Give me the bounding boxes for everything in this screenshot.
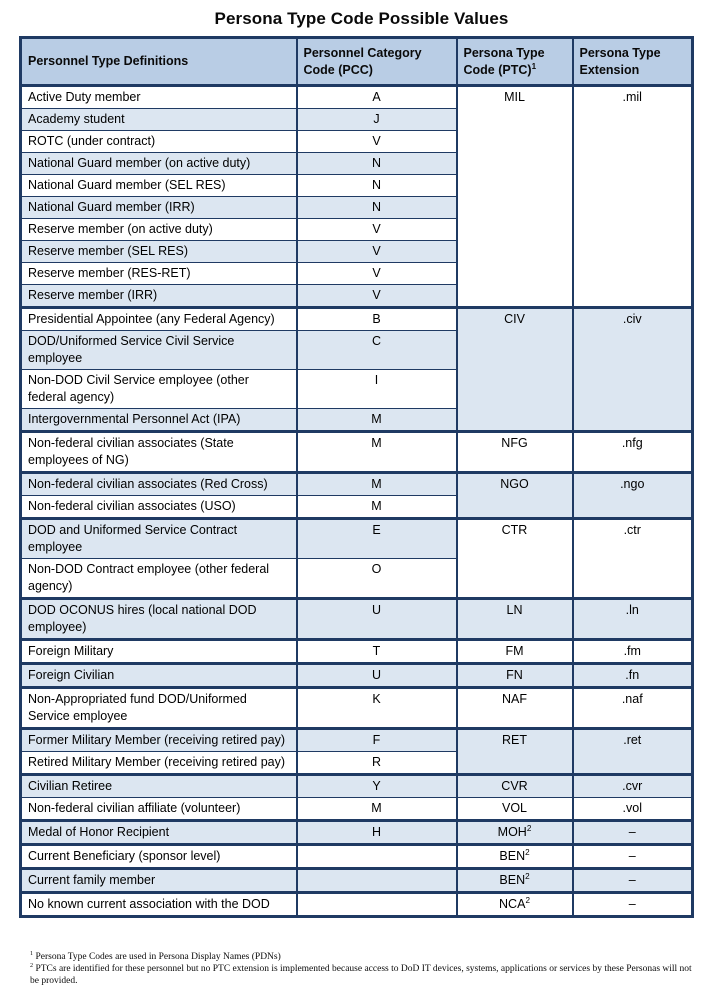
definition-cell: No known current association with the DOD <box>21 893 297 917</box>
ptc-cell: BEN$^2$ <box>457 869 573 893</box>
table-row <box>21 729 693 752</box>
extension-cell: .civ <box>573 308 693 432</box>
extension-cell: .ln <box>573 599 693 640</box>
ptc-cell: NCA$^2$ <box>457 893 573 917</box>
pcc-cell: H <box>297 821 457 845</box>
persona-table-body <box>21 86 693 917</box>
superscript: 2 <box>525 847 530 857</box>
table-row <box>21 86 693 109</box>
ptc-cell: NFG <box>457 432 573 473</box>
col-header-ptc: Persona Type Code (PTC)$^1$ <box>457 38 573 86</box>
ptc-cell: NGO <box>457 473 573 519</box>
definition-cell: Reserve member (on active duty) <box>21 219 297 241</box>
definition-cell: Non-federal civilian associates (Red Cross) <box>21 473 297 496</box>
table-row <box>21 798 693 821</box>
table-row <box>21 640 693 664</box>
extension-cell: .ret <box>573 729 693 775</box>
definition-cell: Non-federal civilian associates (State employees of NG) <box>21 432 297 473</box>
page-title: Persona Type Code Possible Values <box>214 9 509 28</box>
definition-cell: Foreign Civilian <box>21 664 297 688</box>
definition-cell: Retired Military Member (receiving retired pay) <box>21 752 297 775</box>
table-row <box>21 869 693 893</box>
ptc-cell: RET <box>457 729 573 775</box>
pcc-cell: T <box>297 640 457 664</box>
table-row <box>21 519 693 559</box>
pcc-cell: C <box>297 331 457 370</box>
extension-cell: .fn <box>573 664 693 688</box>
definition-cell: Current family member <box>21 869 297 893</box>
table-row <box>21 821 693 845</box>
pcc-cell: V <box>297 131 457 153</box>
pcc-cell <box>297 869 457 893</box>
footnote-2: $^2$ PTCs are identified for these personnel but no PTC extension is implemented because access to DoD IT devices, systems, applications or services by these Personas will not be provided. <box>30 963 692 987</box>
definition-cell: DOD OCONUS hires (local national DOD employee) <box>21 599 297 640</box>
pcc-cell: V <box>297 241 457 263</box>
definition-cell: National Guard member (SEL RES) <box>21 175 297 197</box>
pcc-cell: M <box>297 473 457 496</box>
extension-cell: – <box>573 821 693 845</box>
pcc-cell: M <box>297 496 457 519</box>
ptc-cell: CIV <box>457 308 573 432</box>
definition-cell: Civilian Retiree <box>21 775 297 798</box>
extension-cell: – <box>573 893 693 917</box>
extension-cell: .naf <box>573 688 693 729</box>
pcc-cell: M <box>297 432 457 473</box>
footnote-1: $^1$ Persona Type Codes are used in Persona Display Names (PDNs) <box>30 950 281 962</box>
col-header-definitions: Personnel Type Definitions <box>21 38 297 86</box>
ptc-cell: CVR <box>457 775 573 798</box>
extension-cell: .fm <box>573 640 693 664</box>
ptc-cell: MOH$^2$ <box>457 821 573 845</box>
pcc-cell <box>297 845 457 869</box>
pcc-cell: E <box>297 519 457 559</box>
extension-cell: – <box>573 869 693 893</box>
ptc-cell: FN <box>457 664 573 688</box>
extension-cell: .ctr <box>573 519 693 599</box>
pcc-cell: K <box>297 688 457 729</box>
pcc-cell: I <box>297 370 457 409</box>
superscript: 1 <box>30 950 34 957</box>
extension-cell: .cvr <box>573 775 693 798</box>
superscript: 1 <box>531 61 537 71</box>
definition-cell: Medal of Honor Recipient <box>21 821 297 845</box>
ptc-cell: LN <box>457 599 573 640</box>
extension-cell: .nfg <box>573 432 693 473</box>
extension-cell: .mil <box>573 86 693 308</box>
pcc-cell: M <box>297 798 457 821</box>
pcc-cell: F <box>297 729 457 752</box>
definition-cell: ROTC (under contract) <box>21 131 297 153</box>
definition-cell: Active Duty member <box>21 86 297 109</box>
superscript: 2 <box>525 871 530 881</box>
table-row <box>21 893 693 917</box>
definition-cell: Current Beneficiary (sponsor level) <box>21 845 297 869</box>
definition-cell: Presidential Appointee (any Federal Agency) <box>21 308 297 331</box>
definition-cell: Non-Appropriated fund DOD/Uniformed Service employee <box>21 688 297 729</box>
pcc-cell: U <box>297 599 457 640</box>
pcc-cell: N <box>297 153 457 175</box>
definition-cell: National Guard member (on active duty) <box>21 153 297 175</box>
ptc-cell: NAF <box>457 688 573 729</box>
definition-cell: DOD/Uniformed Service Civil Service employee <box>21 331 297 370</box>
table-row <box>21 664 693 688</box>
ptc-cell: BEN$^2$ <box>457 845 573 869</box>
definition-cell: Former Military Member (receiving retired pay) <box>21 729 297 752</box>
pcc-cell: V <box>297 285 457 308</box>
ptc-cell: VOL <box>457 798 573 821</box>
pcc-cell: Y <box>297 775 457 798</box>
pcc-cell: A <box>297 86 457 109</box>
table-row <box>21 432 693 473</box>
pcc-cell: N <box>297 197 457 219</box>
definition-cell: Non-DOD Civil Service employee (other federal agency) <box>21 370 297 409</box>
definition-cell: National Guard member (IRR) <box>21 197 297 219</box>
pcc-cell: R <box>297 752 457 775</box>
footnotes <box>30 951 698 987</box>
superscript: 2 <box>526 823 532 833</box>
pcc-cell: B <box>297 308 457 331</box>
header-row <box>21 38 693 86</box>
definition-cell: DOD and Uniformed Service Contract employee <box>21 519 297 559</box>
extension-cell: .ngo <box>573 473 693 519</box>
pcc-cell <box>297 893 457 917</box>
definition-cell: Intergovernmental Personnel Act (IPA) <box>21 409 297 432</box>
pcc-cell: J <box>297 109 457 131</box>
ptc-cell: FM <box>457 640 573 664</box>
superscript: 2 <box>30 963 34 969</box>
definition-cell: Academy student <box>21 109 297 131</box>
pcc-cell: U <box>297 664 457 688</box>
extension-cell: .vol <box>573 798 693 821</box>
table-row <box>21 473 693 496</box>
table-row <box>21 775 693 798</box>
persona-type-code-table <box>19 36 694 918</box>
table-row <box>21 308 693 331</box>
ptc-cell: CTR <box>457 519 573 599</box>
definition-cell: Reserve member (RES-RET) <box>21 263 297 285</box>
col-header-extension: Persona Type Extension <box>573 38 693 86</box>
extension-cell: – <box>573 845 693 869</box>
pcc-cell: N <box>297 175 457 197</box>
pcc-cell: M <box>297 409 457 432</box>
table-row <box>21 845 693 869</box>
table-row <box>21 688 693 729</box>
ptc-cell: MIL <box>457 86 573 308</box>
definition-cell: Foreign Military <box>21 640 297 664</box>
pcc-cell: O <box>297 559 457 599</box>
definition-cell: Non-federal civilian associates (USO) <box>21 496 297 519</box>
table-row <box>21 599 693 640</box>
col-header-pcc: Personnel Category Code (PCC) <box>297 38 457 86</box>
definition-cell: Non-federal civilian affiliate (volunteer) <box>21 798 297 821</box>
pcc-cell: V <box>297 263 457 285</box>
definition-cell: Reserve member (IRR) <box>21 285 297 308</box>
superscript: 2 <box>525 895 530 905</box>
pcc-cell: V <box>297 219 457 241</box>
definition-cell: Reserve member (SEL RES) <box>21 241 297 263</box>
definition-cell: Non-DOD Contract employee (other federal agency) <box>21 559 297 599</box>
